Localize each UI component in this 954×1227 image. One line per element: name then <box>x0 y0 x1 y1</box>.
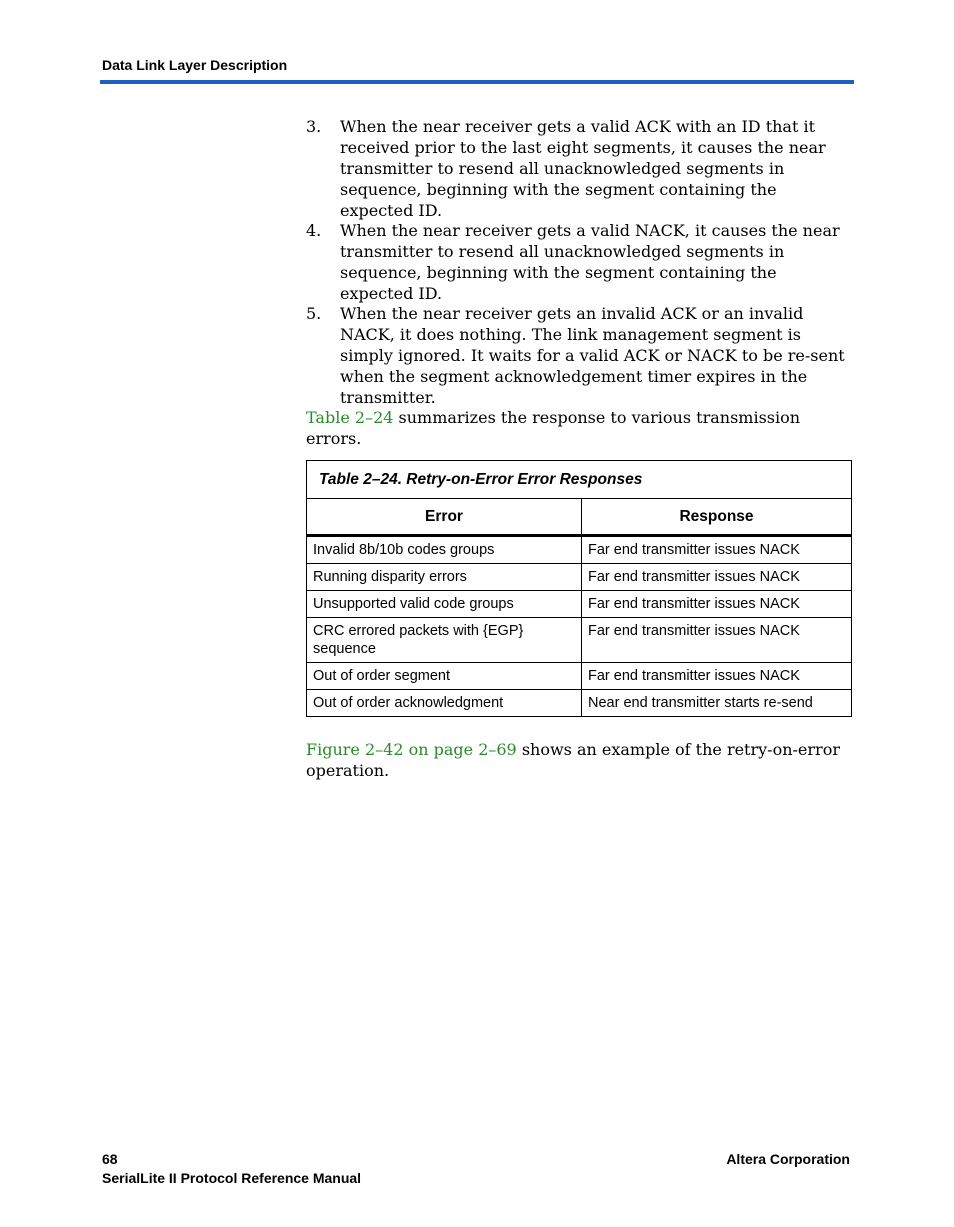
figure-reference-link[interactable]: Figure 2–42 on page 2–69 <box>306 740 517 759</box>
error-cell: Out of order segment <box>307 663 582 690</box>
table-caption: Table 2–24. Retry-on-Error Error Responses <box>307 461 852 499</box>
list-item <box>306 220 851 304</box>
response-cell: Far end transmitter issues NACK <box>582 663 852 690</box>
error-cell: Invalid 8b/10b codes groups <box>307 536 582 564</box>
response-cell: Far end transmitter issues NACK <box>582 536 852 564</box>
error-cell: Unsupported valid code groups <box>307 591 582 618</box>
list-item-number: 4. <box>306 221 322 240</box>
error-cell: CRC errored packets with {EGP} sequence <box>307 618 582 663</box>
list-item <box>306 303 851 408</box>
table-row <box>307 536 852 564</box>
table-row <box>307 591 852 618</box>
company-name: Altera Corporation <box>726 1151 850 1167</box>
list-item-number: 3. <box>306 117 322 136</box>
response-cell: Far end transmitter issues NACK <box>582 564 852 591</box>
list-item-text: When the near receiver gets a valid NACK, it causes the near transmitter to resend all unacknowledged segments in sequence, beginning with the segment containing the expected ID. <box>340 221 840 303</box>
error-cell: Running disparity errors <box>307 564 582 591</box>
summary-text: summarizes the response to various transmission errors. <box>306 408 801 448</box>
table-row <box>307 564 852 591</box>
header-rule <box>100 80 854 84</box>
list-item-text: When the near receiver gets an invalid ACK or an invalid NACK, it does nothing. The link management segment is simply ignored. It waits for a valid ACK or NACK to be re-sent when the segment acknowledgement timer expires in the transmitter. <box>340 304 845 407</box>
response-cell: Far end transmitter issues NACK <box>582 618 852 663</box>
table-row <box>307 663 852 690</box>
error-cell: Out of order acknowledgment <box>307 690 582 717</box>
list-item <box>306 116 851 221</box>
table-row <box>307 690 852 717</box>
figure-reference-text: shows an example of the retry-on-error operation. <box>306 740 840 780</box>
response-cell: Near end transmitter starts re-send <box>582 690 852 717</box>
summary-paragraph <box>306 407 851 449</box>
table-reference-link[interactable]: Table 2–24 <box>306 408 394 427</box>
response-cell: Far end transmitter issues NACK <box>582 591 852 618</box>
column-header-error: Error <box>307 499 582 536</box>
table-row <box>307 618 852 663</box>
list-item-number: 5. <box>306 304 322 323</box>
figure-reference-paragraph <box>306 739 851 781</box>
column-header-response: Response <box>582 499 852 536</box>
running-header: Data Link Layer Description <box>102 57 288 73</box>
list-item-text: When the near receiver gets a valid ACK with an ID that it received prior to the last eight segments, it causes the near transmitter to resend all unacknowledged segments in sequence, beginning with the segment containing the expected ID. <box>340 117 826 220</box>
page-number: 68 <box>102 1151 118 1167</box>
retry-error-table <box>306 460 852 717</box>
manual-title: SerialLite II Protocol Reference Manual <box>102 1170 362 1186</box>
